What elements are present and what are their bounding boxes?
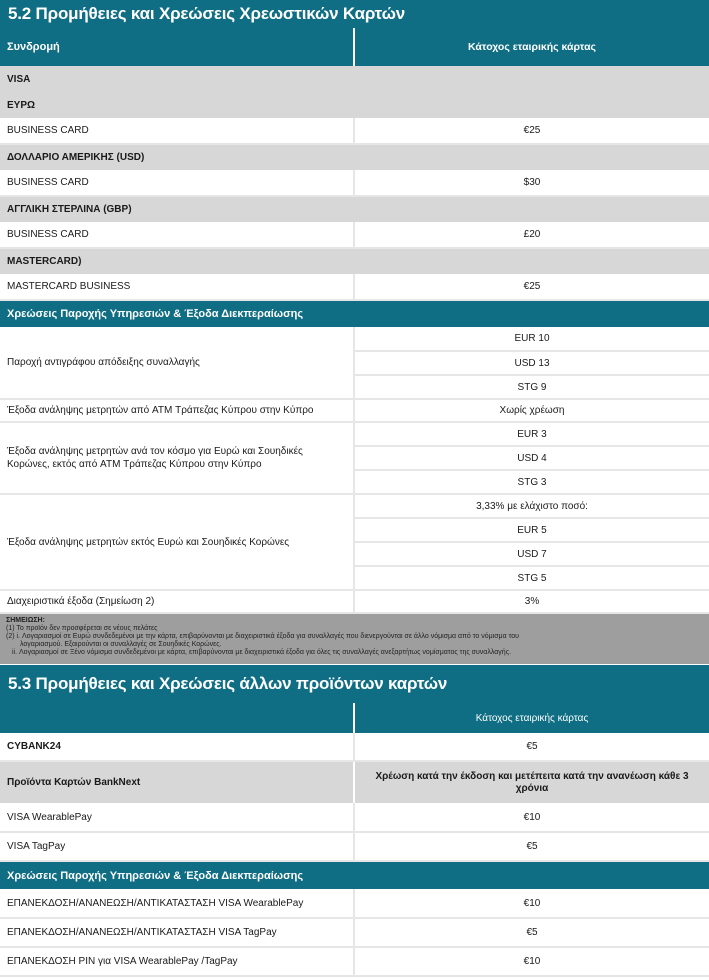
row-value-gbp-fee: £20	[354, 222, 709, 248]
note-2-continued: λογαριασμού. Εξαιρούνται οι συναλλαγές σε Σουηδικές Κορώνες.	[20, 641, 222, 648]
atm-worldwide-stg: STG 3	[354, 470, 709, 494]
group-visa: VISA	[0, 66, 709, 92]
service-charges-header-2: Χρεώσεις Παροχής Υπηρεσιών & Έξοδα Διεκπεραίωσης	[0, 861, 709, 889]
cybank24-label: CYBANK24	[0, 733, 354, 761]
notes-title: ΣΗΜΕΙΩΣΗ:	[6, 617, 45, 624]
reissue-tagpay-label: ΕΠΑΝΕΚΔΟΣΗ/ΑΝΑΝΕΩΣΗ/ΑΝΤΙΚΑΤΑΣΤΑΣΗ VISA TagPay	[0, 918, 354, 947]
section-5-3-title: 5.3 Προμήθειες και Χρεώσεις άλλων προϊόντων καρτών	[0, 665, 709, 703]
note-2: (2) i. Λογαριασμοί σε Ευρώ συνδεδεμένοι με την κάρτα, επιβαρύνονται με διαχειριστικά έξοδα για συναλλαγές που διενεργούνται σε άλλο νόμισμα από το νόμισμα του	[6, 633, 519, 640]
group-mastercard: MASTERCARD)	[0, 248, 709, 274]
atm-non-euro-percent: 3,33% με ελάχιστο ποσό:	[354, 494, 709, 518]
header-subscription: Συνδρομή	[0, 28, 354, 66]
receipt-copy-label: Παροχή αντιγράφου απόδειξης συναλλαγής	[0, 327, 354, 399]
debit-card-fees-table	[0, 28, 709, 614]
receipt-copy-stg: STG 9	[354, 375, 709, 399]
tagpay-label: VISA TagPay	[0, 832, 354, 861]
note-3: ii. Λογαριασμοί σε Ξένο νόμισμα συνδεδεμένοι με κάρτα, επιβαρύνονται με διαχειριστικά έξοδα για όλες τις συναλλαγές ανεξαρτήτως νομίσματος της συναλλαγής.	[12, 649, 512, 656]
group-gbp: ΑΓΓΛΙΚΗ ΣΤΕΡΛΙΝΑ (GBP)	[0, 196, 709, 222]
pin-reissue-label: ΕΠΑΝΕΚΔΟΣΗ PIN για VISA WearablePay /TagPay	[0, 947, 354, 976]
row-label-eur-business-card: BUSINESS CARD	[0, 118, 354, 144]
reissue-wearablepay-label: ΕΠΑΝΕΚΔΟΣΗ/ΑΝΑΝΕΩΣΗ/ΑΝΤΙΚΑΤΑΣΤΑΣΗ VISA WearablePay	[0, 889, 354, 918]
cybank24-value: €5	[354, 733, 709, 761]
receipt-copy-eur: EUR 10	[354, 327, 709, 351]
group-usd: ΔΟΛΛΑΡΙΟ ΑΜΕΡΙΚΗΣ (USD)	[0, 144, 709, 170]
other-card-products-table	[0, 703, 709, 977]
banknext-value: Χρέωση κατά την έκδοση και μετέπειτα κατά την ανανέωση κάθε 3 χρόνια	[354, 761, 709, 803]
admin-fee-value: 3%	[354, 590, 709, 613]
service-charges-header: Χρεώσεις Παροχής Υπηρεσιών & Έξοδα Διεκπεραίωσης	[0, 300, 709, 327]
atm-worldwide-label: Έξοδα ανάληψης μετρητών ανά τον κόσμο για Ευρώ και Σουηδικές Κορώνες, εκτός από ATM Τράπεζας Κύπρου στην Κύπρο	[0, 422, 354, 494]
header-corporate-holder: Κάτοχος εταιρικής κάρτας	[354, 28, 709, 66]
group-euro: ΕΥΡΩ	[0, 92, 709, 118]
row-value-usd-fee: $30	[354, 170, 709, 196]
atm-cyprus-value: Χωρίς χρέωση	[354, 399, 709, 422]
tagpay-value: €5	[354, 832, 709, 861]
admin-fee-label: Διαχειριστικά έξοδα (Σημείωση 2)	[0, 590, 354, 613]
atm-cyprus-label: Έξοδα ανάληψης μετρητών από ATM Τράπεζας Κύπρου στην Κύπρο	[0, 399, 354, 422]
wearablepay-label: VISA WearablePay	[0, 803, 354, 832]
atm-worldwide-eur: EUR 3	[354, 422, 709, 446]
atm-non-euro-usd: USD 7	[354, 542, 709, 566]
receipt-copy-usd: USD 13	[354, 351, 709, 375]
atm-worldwide-usd: USD 4	[354, 446, 709, 470]
atm-non-euro-stg: STG 5	[354, 566, 709, 590]
row-label-usd-business-card: BUSINESS CARD	[0, 170, 354, 196]
header-empty	[0, 703, 354, 733]
atm-non-euro-eur: EUR 5	[354, 518, 709, 542]
header-corporate-holder-2: Κάτοχος εταιρικής κάρτας	[354, 703, 709, 733]
note-1: (1) Το προϊόν δεν προσφέρεται σε νέους πελάτες	[6, 625, 158, 632]
reissue-wearablepay-value: €10	[354, 889, 709, 918]
reissue-tagpay-value: €5	[354, 918, 709, 947]
section-5-2-title: 5.2 Προμήθειες και Χρεώσεις Χρεωστικών Καρτών	[0, 0, 709, 28]
row-label-mastercard-business: MASTERCARD BUSINESS	[0, 274, 354, 300]
wearablepay-value: €10	[354, 803, 709, 832]
atm-non-euro-label: Έξοδα ανάληψης μετρητών εκτός Ευρώ και Σουηδικές Κορώνες	[0, 494, 354, 590]
pin-reissue-value: €10	[354, 947, 709, 976]
row-value-mastercard-fee: €25	[354, 274, 709, 300]
banknext-label: Προϊόντα Καρτών BankNext	[0, 761, 354, 803]
notes-box	[0, 614, 709, 664]
row-label-gbp-business-card: BUSINESS CARD	[0, 222, 354, 248]
row-value-eur-fee: €25	[354, 118, 709, 144]
